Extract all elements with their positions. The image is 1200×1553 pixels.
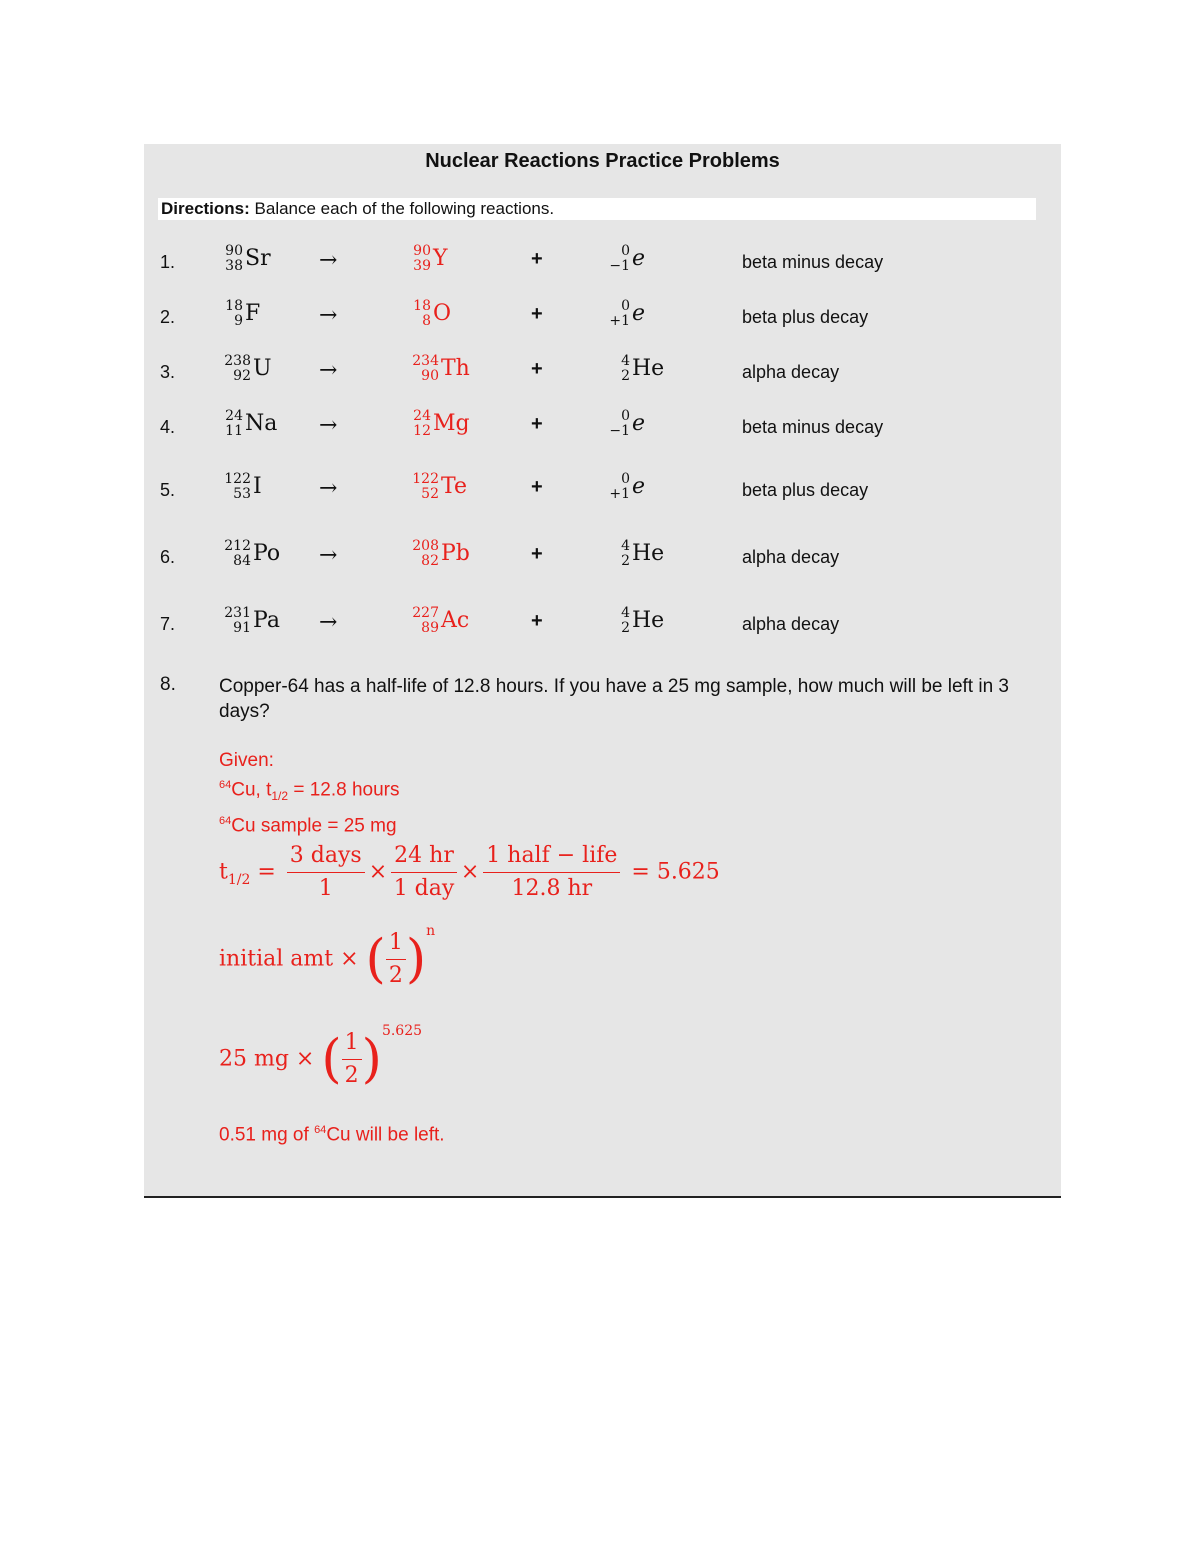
decay-formula: initial amt × ( $\frac{1}{2}$ )$^n$ — [219, 923, 436, 990]
atomic-number: 12 — [413, 423, 431, 439]
element-symbol: Y — [433, 246, 448, 271]
decay-type: beta minus decay — [742, 417, 884, 437]
atomic-number: −1 — [609, 258, 630, 274]
final-answer: 0.51 mg of $^{64}$Cu will be left. — [219, 1124, 445, 1146]
reaction-number: 4. — [160, 417, 176, 437]
element-symbol: e — [632, 246, 646, 271]
atomic-number: 9 — [234, 313, 243, 329]
reaction-row — [144, 244, 1061, 284]
element-symbol: He — [632, 608, 665, 633]
worksheet — [144, 144, 1061, 1198]
reaction-number: 1. — [160, 252, 176, 272]
emitted-nucleus — [606, 354, 664, 394]
reaction-number: 5. — [160, 480, 176, 500]
reactant-nucleus — [219, 354, 272, 394]
arrow-icon: → — [319, 303, 338, 328]
atomic-number: 53 — [233, 486, 251, 502]
decay-calculation: 25 mg × ( $\frac{1}{2}$ )$^{5.625}$ — [219, 1023, 423, 1090]
atomic-number: 90 — [421, 368, 439, 384]
page-title: Nuclear Reactions Practice Problems — [425, 150, 780, 172]
mass-number: 208 — [412, 538, 439, 554]
emitted-nucleus — [606, 472, 645, 512]
plus-sign: + — [531, 248, 543, 270]
fraction-days: $\frac{\text{3 days}}{1}$ — [287, 842, 365, 903]
mass-number: 0 — [621, 471, 630, 487]
atomic-number: 84 — [233, 553, 251, 569]
product-nucleus — [407, 354, 470, 394]
element-symbol: O — [433, 301, 452, 326]
decay-type: beta plus decay — [742, 480, 869, 500]
reactant-nucleus — [219, 299, 260, 339]
plus-sign: + — [531, 476, 543, 498]
element-symbol: e — [632, 411, 646, 436]
fraction-hours: $\frac{24 hr}{\text{1 day}}$ — [391, 842, 457, 903]
product-nucleus — [407, 244, 448, 284]
given-block — [219, 748, 400, 838]
emitted-nucleus — [606, 244, 645, 284]
reaction-number: 6. — [160, 547, 176, 567]
reactant-nucleus — [219, 409, 277, 449]
reactant-nucleus — [219, 606, 280, 646]
mass-number: 234 — [412, 353, 439, 369]
atomic-number: 2 — [621, 620, 630, 636]
mass-number: 238 — [224, 353, 251, 369]
atomic-number: +1 — [609, 486, 630, 502]
atomic-number: 2 — [621, 368, 630, 384]
reaction-row — [144, 606, 1061, 646]
element-symbol: He — [632, 541, 665, 566]
atomic-number: 52 — [421, 486, 439, 502]
reaction-row — [144, 299, 1061, 339]
mass-number: 0 — [621, 298, 630, 314]
given-sample: $^{64}$Cu sample = 25 mg — [219, 815, 397, 837]
fraction-half-life: $\frac{\text{1 half − life}}{12.8 hr}$ — [483, 842, 620, 903]
reaction-number: 3. — [160, 362, 176, 382]
element-symbol: F — [245, 301, 261, 326]
atomic-number: 89 — [421, 620, 439, 636]
emitted-nucleus — [606, 606, 664, 646]
atomic-number: 91 — [233, 620, 251, 636]
mass-number: 24 — [413, 408, 431, 424]
reaction-row — [144, 472, 1061, 512]
reactant-nucleus — [219, 244, 271, 284]
atomic-number: 8 — [422, 313, 431, 329]
element-symbol: Mg — [433, 411, 470, 436]
decay-type: beta minus decay — [742, 252, 884, 272]
reactant-nucleus — [219, 472, 262, 512]
element-symbol: Ac — [441, 608, 470, 633]
mass-number: 24 — [225, 408, 243, 424]
directions — [158, 198, 1036, 220]
arrow-icon: → — [319, 610, 338, 635]
plus-sign: + — [531, 358, 543, 380]
given-half-life: $^{64}$Cu, $t_{1/2} = 12.8$ hours — [219, 779, 400, 804]
decay-type: alpha decay — [742, 362, 840, 382]
mass-number: 4 — [621, 538, 630, 554]
plus-sign: + — [531, 610, 543, 632]
mass-number: 0 — [621, 408, 630, 424]
element-symbol: Th — [441, 356, 470, 381]
element-symbol: Na — [245, 411, 278, 436]
plus-sign: + — [531, 543, 543, 565]
atomic-number: 2 — [621, 553, 630, 569]
mass-number: 0 — [621, 243, 630, 259]
directions-label: Directions: — [161, 199, 250, 218]
reaction-row — [144, 354, 1061, 394]
mass-number: 18 — [225, 298, 243, 314]
mass-number: 18 — [413, 298, 431, 314]
atomic-number: 82 — [421, 553, 439, 569]
arrow-icon: → — [319, 476, 338, 501]
emitted-nucleus — [606, 299, 645, 339]
atomic-number: +1 — [609, 313, 630, 329]
element-symbol: e — [632, 474, 646, 499]
mass-number: 4 — [621, 353, 630, 369]
question-8-number: 8. — [160, 674, 176, 695]
arrow-icon: → — [319, 248, 338, 273]
element-symbol: Pa — [253, 608, 280, 633]
product-nucleus — [407, 606, 469, 646]
arrow-icon: → — [319, 543, 338, 568]
mass-number: 122 — [412, 471, 439, 487]
reactant-nucleus — [219, 539, 280, 579]
element-symbol: Po — [253, 541, 281, 566]
product-nucleus — [407, 299, 451, 339]
element-symbol: Pb — [441, 541, 470, 566]
mass-number: 212 — [224, 538, 251, 554]
element-symbol: U — [253, 356, 272, 381]
element-symbol: Sr — [245, 246, 271, 271]
element-symbol: He — [632, 356, 665, 381]
product-nucleus — [407, 409, 470, 449]
mass-number: 122 — [224, 471, 251, 487]
atomic-number: 92 — [233, 368, 251, 384]
atomic-number: 39 — [413, 258, 431, 274]
emitted-nucleus — [606, 409, 645, 449]
atomic-number: 11 — [225, 423, 243, 439]
mass-number: 227 — [412, 605, 439, 621]
reaction-number: 2. — [160, 307, 176, 327]
product-nucleus — [407, 472, 467, 512]
mass-number: 90 — [413, 243, 431, 259]
given-label: Given: — [219, 750, 274, 771]
reaction-number: 7. — [160, 614, 176, 634]
plus-sign: + — [531, 303, 543, 325]
decay-type: beta plus decay — [742, 307, 869, 327]
reaction-row — [144, 539, 1061, 579]
atomic-number: −1 — [609, 423, 630, 439]
atomic-number: 38 — [225, 258, 243, 274]
mass-number: 4 — [621, 605, 630, 621]
mass-number: 231 — [224, 605, 251, 621]
decay-type: alpha decay — [742, 614, 840, 634]
arrow-icon: → — [319, 413, 338, 438]
mass-number: 90 — [225, 243, 243, 259]
question-8-text: Copper-64 has a half-life of 12.8 hours. If you have a 25 mg sample, how much will be left in 3 days? — [219, 676, 1009, 722]
arrow-icon: → — [319, 358, 338, 383]
decay-type: alpha decay — [742, 547, 840, 567]
element-symbol: I — [253, 474, 262, 499]
emitted-nucleus — [606, 539, 664, 579]
plus-sign: + — [531, 413, 543, 435]
element-symbol: e — [632, 301, 646, 326]
directions-text: Balance each of the following reactions. — [249, 199, 555, 218]
half-life-equation: $t_{1/2}$ = $\frac{\text{3 days}}{1}$ × $\frac{24 hr}{\text{1 day}}$ × $\frac{\text{1 half − life}}{12.8 hr}$ = 5.625 — [219, 843, 720, 901]
product-nucleus — [407, 539, 470, 579]
element-symbol: Te — [441, 474, 467, 499]
reaction-row — [144, 409, 1061, 449]
